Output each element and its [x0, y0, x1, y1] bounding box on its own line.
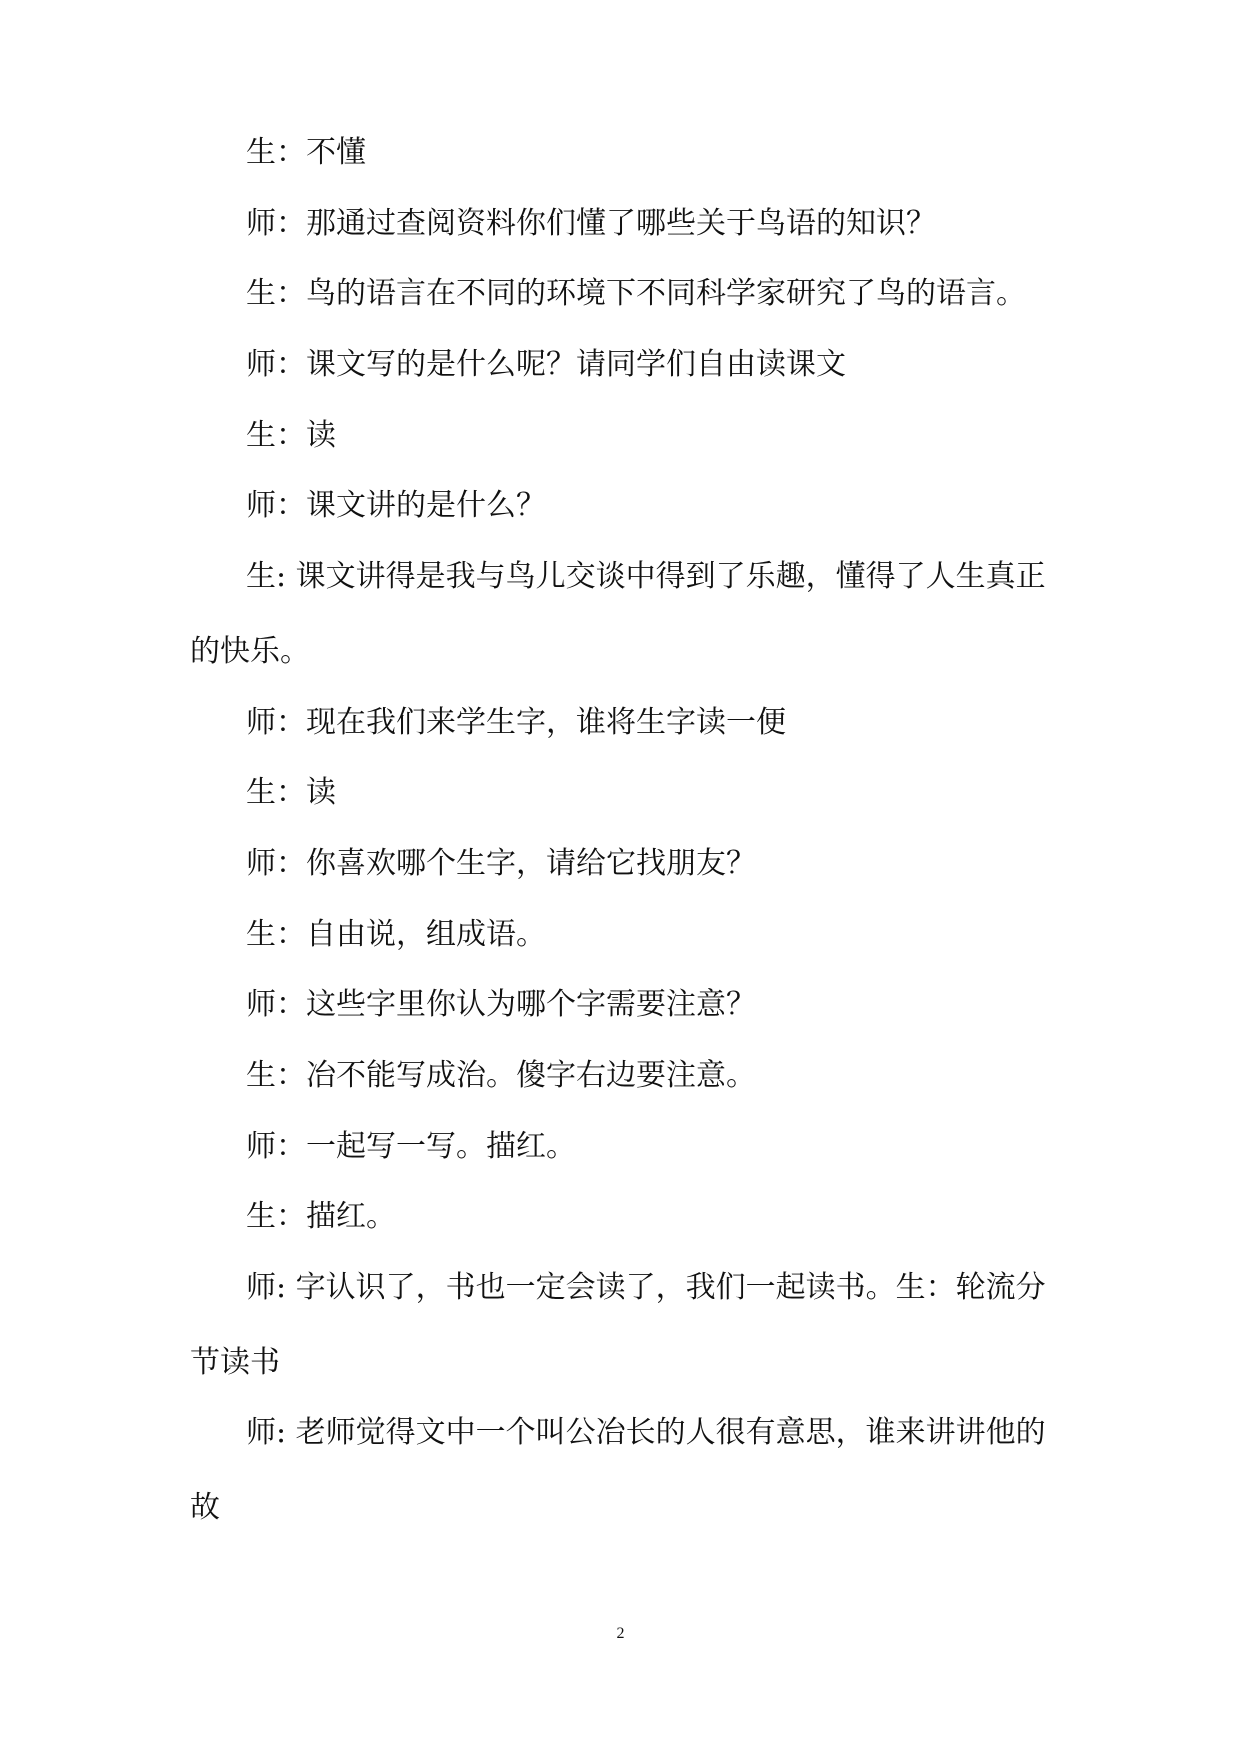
paragraph-10 [190, 826, 1050, 901]
paragraph-13 [190, 1038, 1050, 1113]
page-number: 2 [616, 1625, 625, 1642]
paragraph-text: 生：自由说，组成语。 [246, 917, 546, 952]
paragraph-3 [190, 256, 1050, 331]
paragraph-text: 生：读 [246, 775, 336, 810]
paragraph-12 [190, 967, 1050, 1042]
paragraph-text: 师：一起写一写。描红。 [246, 1129, 576, 1164]
paragraph-4 [190, 327, 1050, 402]
paragraph-16 [190, 1250, 1050, 1400]
paragraph-text: 生：不懂 [246, 135, 366, 170]
paragraph-6 [190, 468, 1050, 543]
paragraph-15 [190, 1179, 1050, 1254]
paragraph-text: 师：课文写的是什么呢？请同学们自由读课文 [246, 347, 846, 382]
paragraph-9 [190, 755, 1050, 830]
paragraph-2 [190, 186, 1050, 261]
paragraph-text: 师：这些字里你认为哪个字需要注意？ [246, 987, 756, 1022]
paragraph-text: 生: 课文讲得是我与鸟儿交谈中得到了乐趣，懂得了人生真正的快乐。 [190, 559, 1046, 669]
paragraph-7 [190, 539, 1050, 689]
paragraph-text: 生：读 [246, 418, 336, 453]
paragraph-text: 师: 老师觉得文中一个叫公冶长的人很有意思，谁来讲讲他的故 [190, 1415, 1046, 1525]
paragraph-text: 师：课文讲的是什么？ [246, 488, 546, 523]
paragraph-14 [190, 1109, 1050, 1184]
paragraph-8 [190, 685, 1050, 760]
paragraph-1 [190, 115, 1050, 190]
paragraph-text: 生：冶不能写成治。傻字右边要注意。 [246, 1058, 756, 1093]
paragraph-text: 师: 字认识了，书也一定会读了，我们一起读书。生：轮流分节读书 [190, 1270, 1046, 1380]
paragraph-17 [190, 1395, 1050, 1545]
paragraph-text: 生：描红。 [246, 1199, 396, 1234]
paragraph-text: 师：现在我们来学生字，谁将生字读一便 [246, 705, 786, 740]
paragraph-11 [190, 897, 1050, 972]
paragraph-text: 生：鸟的语言在不同的环境下不同科学家研究了鸟的语言。 [246, 276, 1026, 311]
paragraph-text: 师：那通过查阅资料你们懂了哪些关于鸟语的知识？ [246, 206, 936, 241]
paragraph-5 [190, 398, 1050, 473]
paragraph-text: 师：你喜欢哪个生字，请给它找朋友？ [246, 846, 756, 881]
